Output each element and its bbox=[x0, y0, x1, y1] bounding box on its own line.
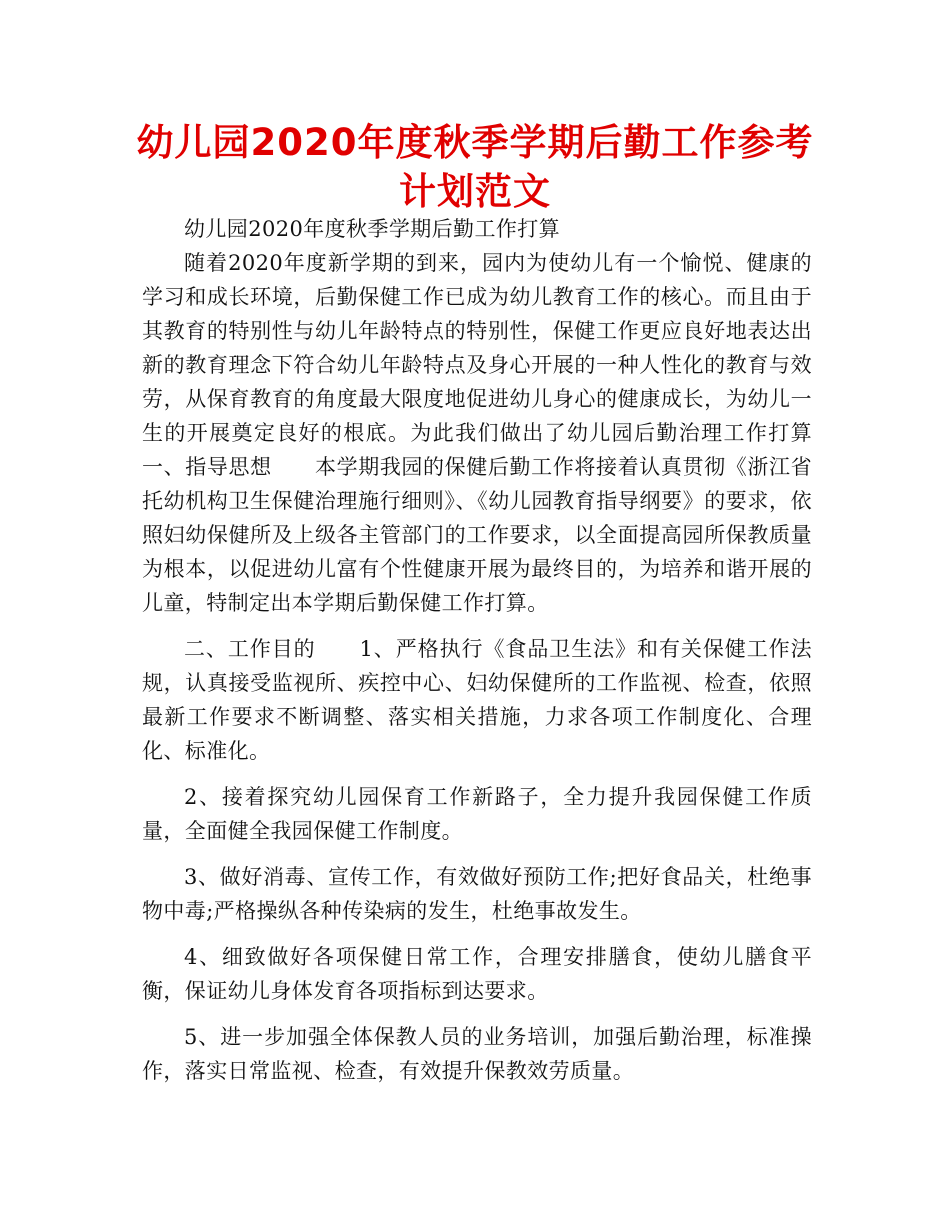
paragraph-item-4: 4、细致做好各项保健日常工作，合理安排膳食，使幼儿膳食平衡，保证幼儿身体发育各项指标到达要求。 bbox=[142, 945, 812, 1003]
paragraph-intro: 随着2020年度新学期的到来，园内为使幼儿有一个愉悦、健康的学习和成长环境，后勤保健工作已成为幼儿教育工作的核心。而且由于其教育的特别性与幼儿年龄特点的特别性，保健工作更应良好地表达出新的教育理念下符合幼儿年龄特点及身心开展的一种人性化的教育与效劳，从保育教育的角度最大限度地促进幼儿身心的健康成长，为幼儿一生的开展奠定良好的根底。为此我们做出了幼儿园后勤治理工作打算 一、指导思想 本学期我园的保健后勤工作将接着认真贯彻《浙江省托幼机构卫生保健治理施行细则》、《幼儿园教育指导纲要》的要求，依照妇幼保健所及上级各主管部门的工作要求，以全面提高园所保教质量为根本，以促进幼儿富有个性健康开展为最终目的，为培养和谐开展的儿童，特制定出本学期后勤保健工作打算。 bbox=[142, 251, 855, 615]
paragraph-work-goals: 二、工作目的 1、严格执行《食品卫生法》和有关保健工作法规，认真接受监视所、疾控中心、妇幼保健所的工作监视、检查，依照最新工作要求不断调整、落实相关措施，力求各项工作制度化、合理化、标准化。 bbox=[142, 637, 812, 763]
paragraph-subtitle: 幼儿园2020年度秋季学期后勤工作打算 bbox=[184, 217, 561, 241]
paragraph-item-5: 5、进一步加强全体保教人员的业务培训，加强后勤治理，标准操作，落实日常监视、检查，有效提升保教效劳质量。 bbox=[142, 1025, 812, 1083]
paragraph-item-2: 2、接着探究幼儿园保育工作新路子，全力提升我园保健工作质量，全面健全我园保健工作制度。 bbox=[142, 785, 812, 843]
paragraph-item-3: 3、做好消毒、宣传工作，有效做好预防工作;把好食品关，杜绝事物中毒;严格操纵各种传染病的发生，杜绝事故发生。 bbox=[142, 865, 812, 923]
document-body bbox=[142, 212, 855, 1088]
document-title: 幼儿园2020年度秋季学期后勤工作参考计划范文 bbox=[136, 121, 814, 213]
